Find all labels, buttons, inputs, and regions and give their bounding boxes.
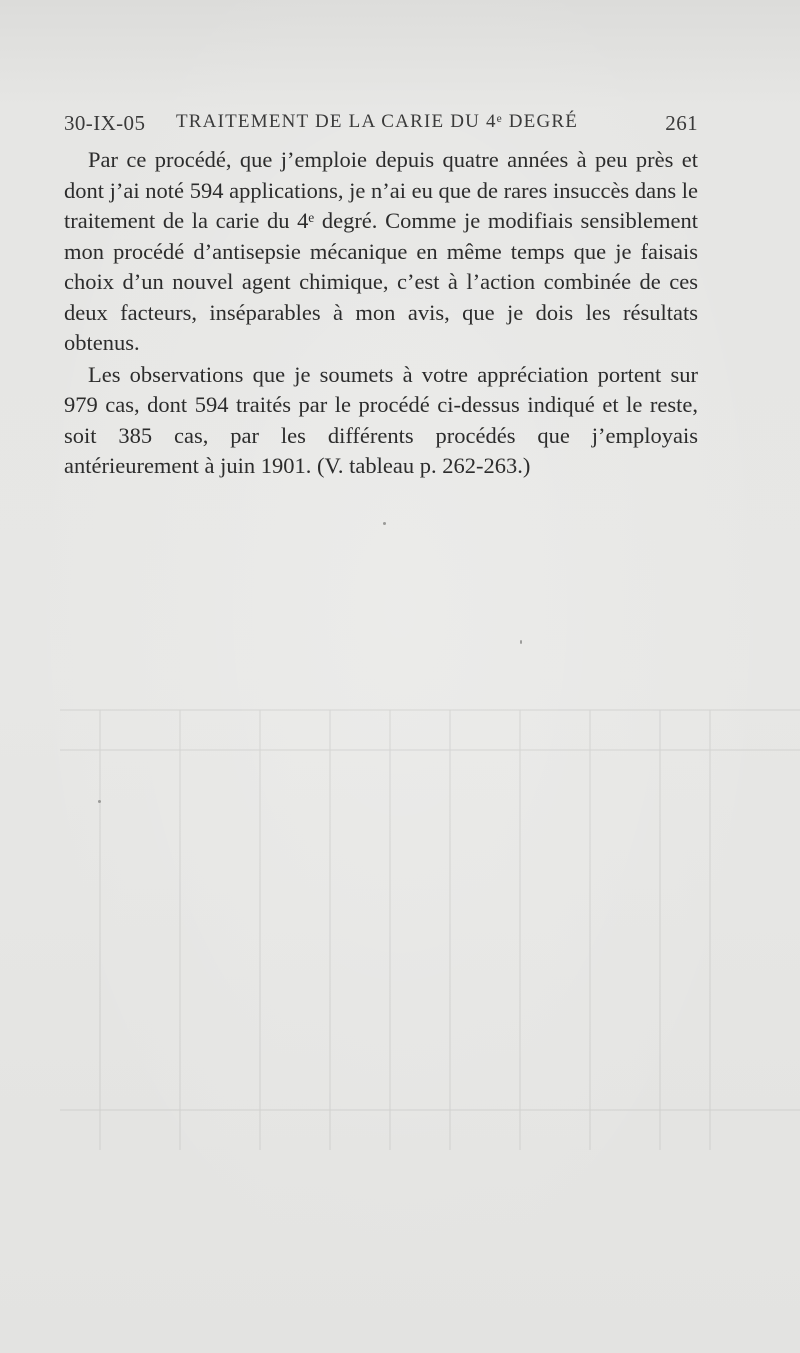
paper-speck bbox=[520, 640, 522, 644]
paper-speck bbox=[383, 522, 386, 525]
paragraph-2: Les observations que je soumets à votre appréciation portent sur 979 cas, dont 594 traités par le procédé ci-dessus indiqué et le reste, soit 385 cas, par les différents procédés que j’employais antérieurement à juin 1901. (V. tableau p. 262-263.) bbox=[64, 361, 698, 478]
running-head-title: TRAITEMENT DE LA CARIE DU 4ᵉ DEGRÉ bbox=[176, 111, 579, 132]
running-head bbox=[64, 111, 698, 141]
running-head-date: 30-IX-05 bbox=[64, 111, 146, 135]
paragraph-1: Par ce procédé, que j’emploie depuis quatre années à peu près et dont j’ai noté 594 applications, je n’ai eu que de rares insuccès dans le traitement de la carie du 4ᵉ degré. Comme je modifiais sensiblement mon procédé d’antisepsie mécanique en même temps que je faisais choix d’un nouvel agent chimique, c’est à l’action combinée de ces deux facteurs, inséparables à mon avis, que je dois les résultats obtenus. bbox=[64, 147, 698, 355]
show-through-table-grid bbox=[60, 690, 800, 1160]
body-text bbox=[64, 145, 698, 482]
paper-speck bbox=[98, 800, 101, 803]
page-number: 261 bbox=[665, 111, 698, 135]
